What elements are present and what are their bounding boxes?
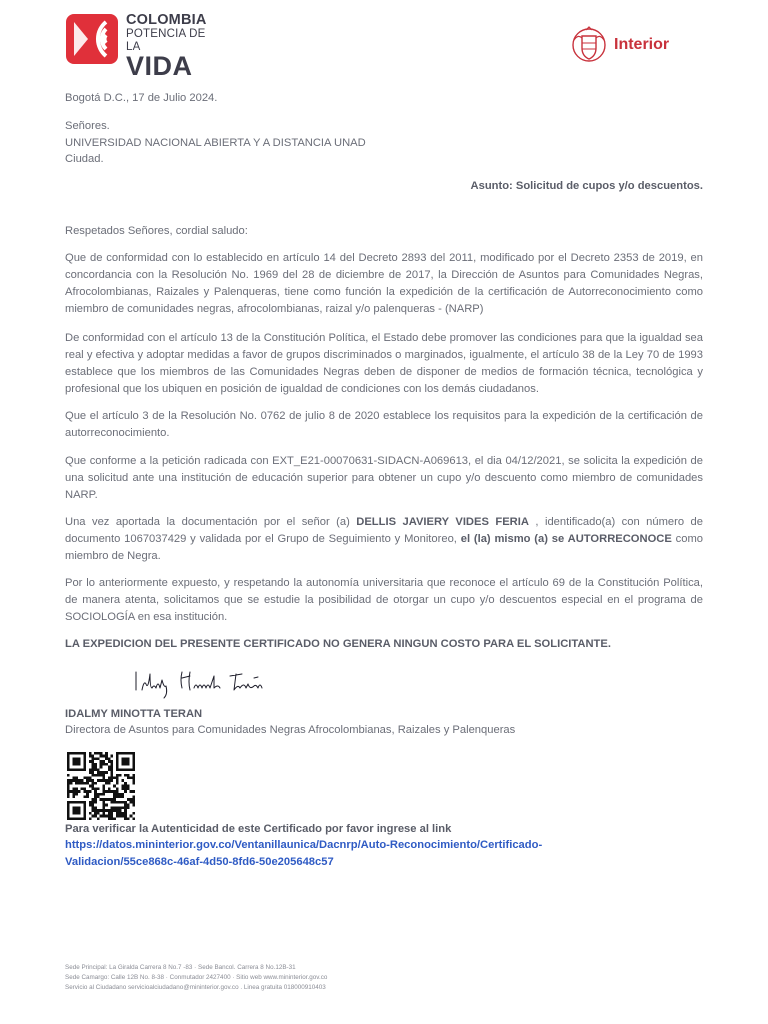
paragraph-4: Que conforme a la petición radicada con EXT_E21-00070631-SIDACN-A069613, el dia 04/12/2021, se solicita la expedición de una solicitud ante una institución de educación superior para obtener un cupo y/o descuento como miembro de comunidades NARP. [65,455,703,501]
place-date: Bogotá D.C., 17 de Julio 2024. [65,92,218,104]
recipient-institution: UNIVERSIDAD NACIONAL ABIERTA Y A DISTANCIA UNAD [65,137,366,149]
colombia-potencia-logo [66,12,216,81]
logo-line-1: COLOMBIA [126,12,207,28]
logo-line-3: VIDA [126,51,193,81]
footer-line-3: Servicio al Ciudadano servicioalciudadano@mininterior.gov.co . Linea gratuita 018000910403 [65,984,326,991]
beneficiary-name: DELLIS JAVIERY VIDES FERIA [356,516,529,528]
paragraph-2: De conformidad con el artículo 13 de la Constitución Política, el Estado debe promover las condiciones para que la igualdad sea real y efectiva y adoptar medidas a favor de grupos discriminados o marginados, igualmente, el artículo 38 de la Ley 70 de 1993 establece que los miembros de las Comunidades Negras deben de disponer de medios de formación técnica, tecnológica y profesional que los ubiquen en posición de igualdad de condiciones con los demás ciudadanos. [65,332,703,395]
footer-line-2: Sede Camargo: Calle 12B No. 8-38 · Conmutador 2427400 · Sitio web www.mininterior.gov.co [65,974,328,981]
verification-link-line-1[interactable]: https://datos.mininterior.gov.co/Ventanillaunica/Dacnrp/Auto-Reconocimiento/Certificado- [65,839,543,851]
interior-wordmark: Interior [614,36,670,53]
recipient-salutation: Señores. [65,120,110,132]
paragraph-3: Que el artículo 3 de la Resolución No. 0762 de julio 8 de 2020 establece los requisitos para la expedición de la certificación de autorreconocimiento. [65,410,703,439]
self-recognition-statement: el (la) mismo (a) se AUTORRECONOCE [460,533,672,545]
verification-label: Para verificar la Autenticidad de este Certificado por favor ingrese al link [65,823,452,835]
footer-contact [65,963,327,993]
handwritten-signature [130,666,280,700]
no-cost-notice: LA EXPEDICION DEL PRESENTE CERTIFICADO NO GENERA NINGUN COSTO PARA EL SOLICITANTE. [65,638,611,650]
logo-line-2: POTENCIA DE LA [126,28,206,53]
paragraph-5 [65,514,703,565]
qr-code-icon[interactable] [66,752,136,820]
paragraph-1: Que de conformidad con lo establecido en artículo 14 del Decreto 2893 del 2011, modificado por el Decreto 2353 de 2019, en concordancia con la Resolución No. 1969 del 28 de diciembre de 2017, la Dirección de Asuntos para Comunidades Negras, Afrocolombianas, Raizales y Palenqueras, tiene como función la expedición de la certificación de Autorreconocimiento como miembro de comunidades negras, afrocolombianas, raizal y/o palenqueras - (NARP) [65,252,703,315]
subject-line: Asunto: Solicitud de cupos y/o descuentos. [470,180,703,192]
paragraph-5-part-b: , identificado(a) con número de documento 1067037429 y validada por el Grupo de Seguimiento y Monitoreo, [65,516,703,545]
signer-title: Directora de Asuntos para Comunidades Negras Afrocolombianas, Raizales y Palenqueras [65,724,516,736]
ministerio-interior-logo [570,26,690,66]
paragraph-5-part-a: Una vez aportada la documentación por el señor (a) [65,516,357,528]
signer-name: IDALMY MINOTTA TERAN [65,708,203,720]
paragraph-6: Por lo anteriormente expuesto, y respetando la autonomía universitaria que reconoce el artículo 69 de la Constitución Política, de manera atenta, solicitamos que se estudie la posibilidad de otorgar un cupo y/o descuentos especial en el programa de SOCIOLOGÍA en esa institución. [65,577,703,623]
footer-line-1: Sede Principal: La Giralda Carrera 8 No.7 -83 · Sede Bancol. Carrera 8 No.12B-31 [65,964,296,971]
recipient-city: Ciudad. [65,153,104,165]
greeting: Respetados Señores, cordial saludo: [65,225,248,237]
coat-of-arms-icon [570,26,608,66]
colombia-logo-mark-icon [66,14,118,64]
paragraph-5-part-c: como miembro de Negra. [65,533,704,562]
verification-link-line-2[interactable]: Validacion/55ce868c-46af-4d50-8fd6-50e205648c57 [65,856,334,868]
